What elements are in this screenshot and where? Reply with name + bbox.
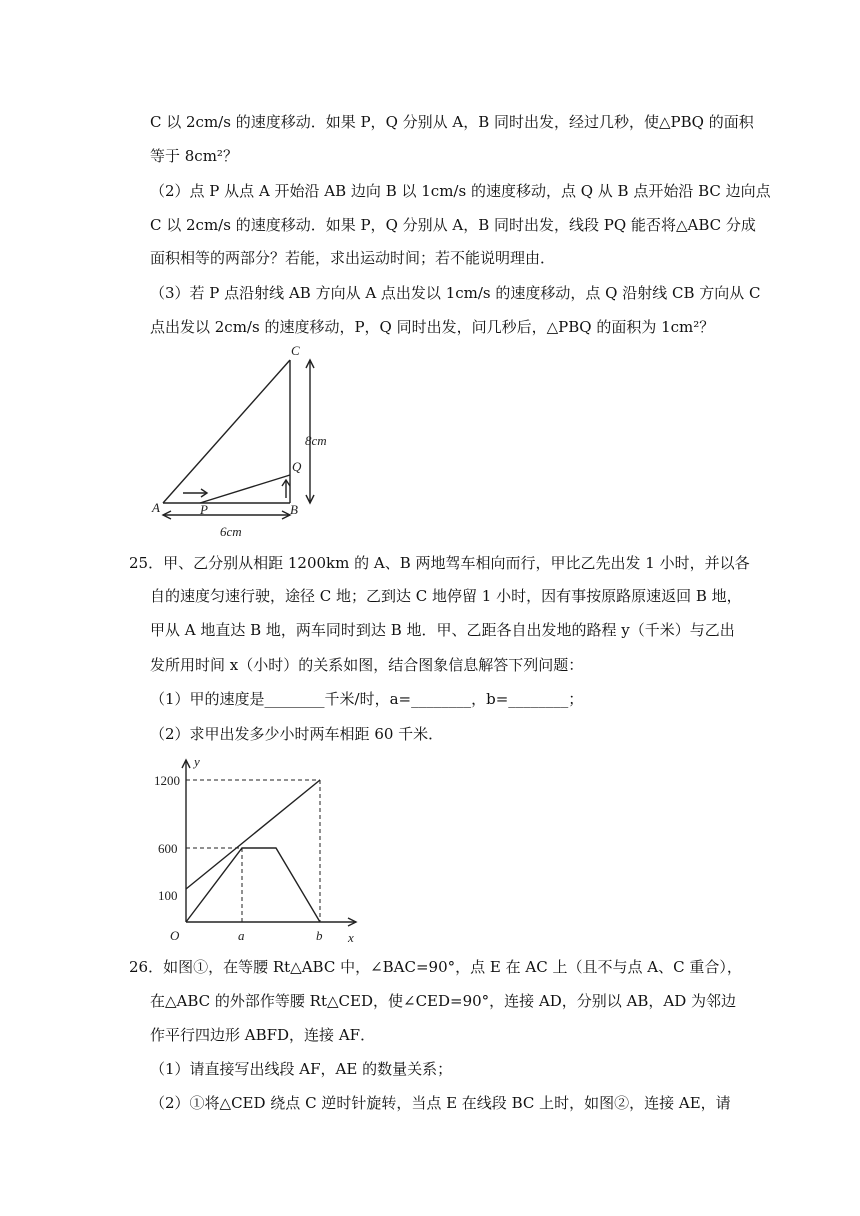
x-tick-a: a [238, 928, 245, 943]
q26-line-2: 在△ABC 的外部作等腰 Rt△CED，使∠CED=90°，连接 AD，分别以 AB，AD 为邻边 [150, 992, 737, 1010]
q25-line-2: 自的速度匀速行驶，途径 C 地；乙到达 C 地停留 1 小时，因有事按原路原速返回 B 地， [150, 587, 742, 605]
q24-line-2: 等于 8cm²？ [150, 147, 238, 165]
line-jia [186, 780, 320, 889]
q26-line-3: 作平行四边形 ABFD，连接 AF． [150, 1026, 376, 1044]
y-axis-label: y [194, 754, 200, 769]
triangle-figure [145, 340, 345, 545]
q24-part2-line-3: 面积相等的两部分？若能，求出运动时间；若不能说明理由． [150, 249, 556, 267]
q24-part2-line-1: （2）点 P 从点 A 开始沿 AB 边向 B 以 1cm/s 的速度移动，点 Q 从 B 点开始沿 BC 边向点 [150, 182, 771, 200]
label-8cm: 8cm [305, 433, 327, 448]
q26-line-1: 26．如图①，在等腰 Rt△ABC 中，∠BAC=90°，点 E 在 AC 上（且不与点 A、C 重合）， [129, 958, 742, 976]
q25-line-3: 甲从 A 地直达 B 地，两车同时到达 B 地．甲、乙距各自出发地的路程 y（千米）与乙出 [150, 621, 735, 639]
label-p: P [200, 502, 208, 517]
y-tick-600: 600 [158, 841, 178, 856]
q24-part3-line-1: （3）若 P 点沿射线 AB 方向从 A 点出发以 1cm/s 的速度移动，点 Q 沿射线 CB 方向从 C [150, 284, 761, 302]
q25-part2: （2）求甲出发多少小时两车相距 60 千米． [150, 725, 444, 743]
q25-part1: （1）甲的速度是________千米/时，a=________，b=________； [150, 690, 584, 708]
label-a: A [152, 500, 160, 515]
q26-part2: （2）①将△CED 绕点 C 逆时针旋转，当点 E 在线段 BC 上时，如图②，连接 AE，请 [150, 1094, 731, 1112]
label-b: B [290, 502, 298, 517]
q25-line-1: 25．甲、乙分别从相距 1200km 的 A、B 两地驾车相向而行，甲比乙先出发 1 小时，并以各 [129, 554, 750, 572]
y-tick-1200: 1200 [154, 773, 180, 788]
label-c: C [291, 343, 300, 358]
label-q: Q [292, 459, 302, 474]
origin-label: O [170, 928, 180, 943]
y-tick-100: 100 [158, 888, 178, 903]
q24-part3-line-2: 点出发以 2cm/s 的速度移动，P，Q 同时出发，问几秒后，△PBQ 的面积为 1cm²？ [150, 318, 715, 336]
x-axis-label: x [348, 930, 354, 945]
segment-pq [200, 475, 290, 503]
label-6cm: 6cm [220, 524, 242, 539]
q24-line-1: C 以 2cm/s 的速度移动．如果 P，Q 分别从 A，B 同时出发，经过几秒，使△PBQ 的面积 [150, 113, 754, 131]
q25-line-4: 发所用时间 x（小时）的关系如图，结合图象信息解答下列问题： [150, 656, 584, 674]
q26-part1: （1）请直接写出线段 AF，AE 的数量关系； [150, 1060, 453, 1078]
line-yi [186, 848, 320, 922]
x-tick-b: b [316, 928, 323, 943]
q24-part2-line-2: C 以 2cm/s 的速度移动．如果 P，Q 分别从 A，B 同时出发，线段 PQ 能否将△ABC 分成 [150, 216, 756, 234]
distance-time-graph [154, 750, 370, 950]
